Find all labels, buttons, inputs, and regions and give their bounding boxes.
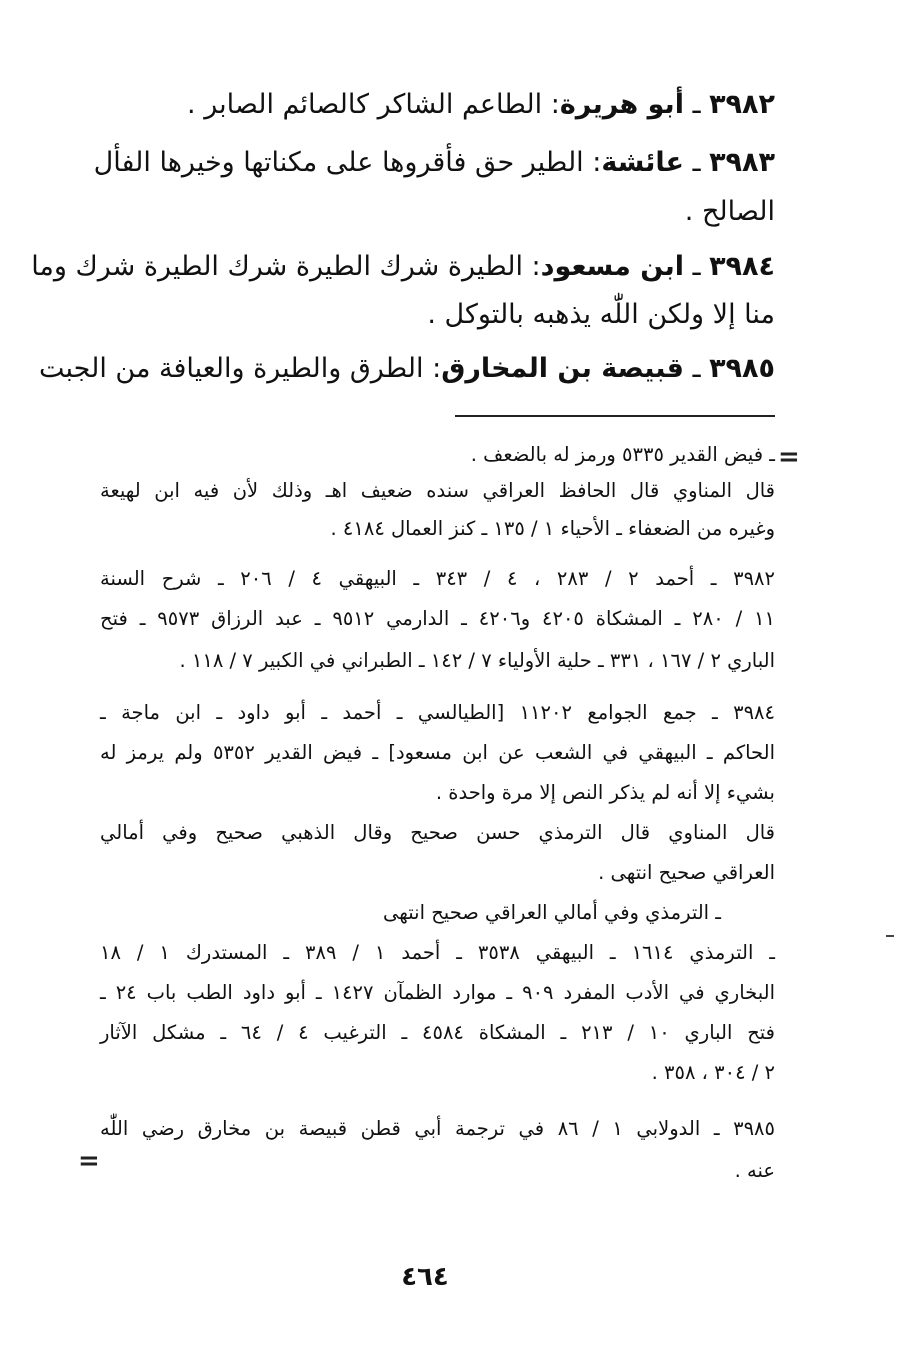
footnote-line: ١١ / ٢٨٠ ـ المشكاة ٤٢٠٥ و٤٢٠٦ ـ الدارمي ٩٥١٢ ـ عبد الرزاق ٩٥٧٣ ـ فتح (100, 607, 775, 630)
footnote-line: الباري ٢ / ١٦٧ ، ٣٣١ ـ حلية الأولياء ٧ / ١٤٢ ـ الطبراني في الكبير ٧ / ١١٨ . (179, 649, 775, 672)
equals-mark-bottom: = (78, 1146, 100, 1176)
hadith-3982: ٣٩٨٢ ـ أبو هريرة: الطاعم الشاكر كالصائم الصابر . (187, 89, 775, 120)
footnote-line: وغيره من الضعفاء ـ الأحياء ١ / ١٣٥ ـ كنز العمال ٤١٨٤ . (330, 517, 775, 540)
footnote-line: بشيء إلا أنه لم يذكر النص إلا مرة واحدة . (435, 781, 775, 804)
footnote-line: البخاري في الأدب المفرد ٩٠٩ ـ موارد الظمآن ١٤٢٧ ـ أبو داود الطب باب ٢٤ ـ (100, 981, 775, 1004)
footnote-line: ٣٩٨٢ ـ أحمد ٢ / ٢٨٣ ، ٤ / ٣٤٣ ـ البيهقي ٤ / ٢٠٦ ـ شرح السنة (100, 567, 776, 590)
footnote-line: العراقي صحيح انتهى . (598, 861, 775, 884)
footnote-line: الحاكم ـ البيهقي في الشعب عن ابن مسعود] ـ فيض القدير ٥٣٥٢ ولم يرمز له (100, 741, 776, 764)
hadith-3984-cont: منا إلا ولكن اللّٰه يذهبه بالتوكل . (427, 299, 775, 330)
footnote-line: ـ الترمذي ١٦١٤ ـ البيهقي ٣٥٣٨ ـ أحمد ١ / ٣٨٩ ـ المستدرك ١ / ١٨ (100, 941, 776, 964)
footnote-line: قال المناوي قال الترمذي حسن صحيح وقال الذهبي صحيح وفي أمالي (100, 821, 775, 844)
footnote-line: ٢ / ٣٠٤ ، ٣٥٨ . (651, 1061, 775, 1084)
hadith-3985: ٣٩٨٥ ـ قبيصة بن المخارق: الطرق والطيرة والعيافة من الجبت (39, 353, 775, 384)
footnote-line: قال المناوي قال الحافظ العراقي سنده ضعيف اهـ وذلك لأن فيه ابن لهيعة (100, 479, 775, 502)
footnote-line: ٣٩٨٥ ـ الدولابي ١ / ٨٦ في ترجمة أبي قطن قبيصة بن مخارق رضي اللّٰه (100, 1117, 776, 1140)
footnote-line: فتح الباري ١٠ / ٢١٣ ـ المشكاة ٤٥٨٤ ـ الترغيب ٤ / ٦٤ ـ مشكل الآثار (100, 1021, 776, 1044)
page-number: ٤٦٤ (401, 1262, 449, 1292)
footnote-line: عنه . (734, 1159, 775, 1182)
margin-mark (886, 935, 894, 937)
footnote-line: ـ الترمذي وفي أمالي العراقي صحيح انتهى (383, 901, 721, 924)
equals-mark-top: = (778, 442, 800, 472)
footnote-line: ـ فيض القدير ٥٣٣٥ ورمز له بالضعف . (470, 443, 775, 466)
footnote-rule (455, 415, 775, 417)
hadith-3983-cont: الصالح . (684, 196, 775, 227)
hadith-3983: ٣٩٨٣ ـ عائشة: الطير حق فأقروها على مكناتها وخيرها الفأل (93, 147, 775, 178)
hadith-3984: ٣٩٨٤ ـ ابن مسعود: الطيرة شرك الطيرة شرك الطيرة شرك وما (31, 251, 775, 282)
footnote-line: ٣٩٨٤ ـ جمع الجوامع ١١٢٠٢ [الطيالسي ـ أحمد ـ أبو داود ـ ابن ماجة ـ (100, 701, 775, 724)
